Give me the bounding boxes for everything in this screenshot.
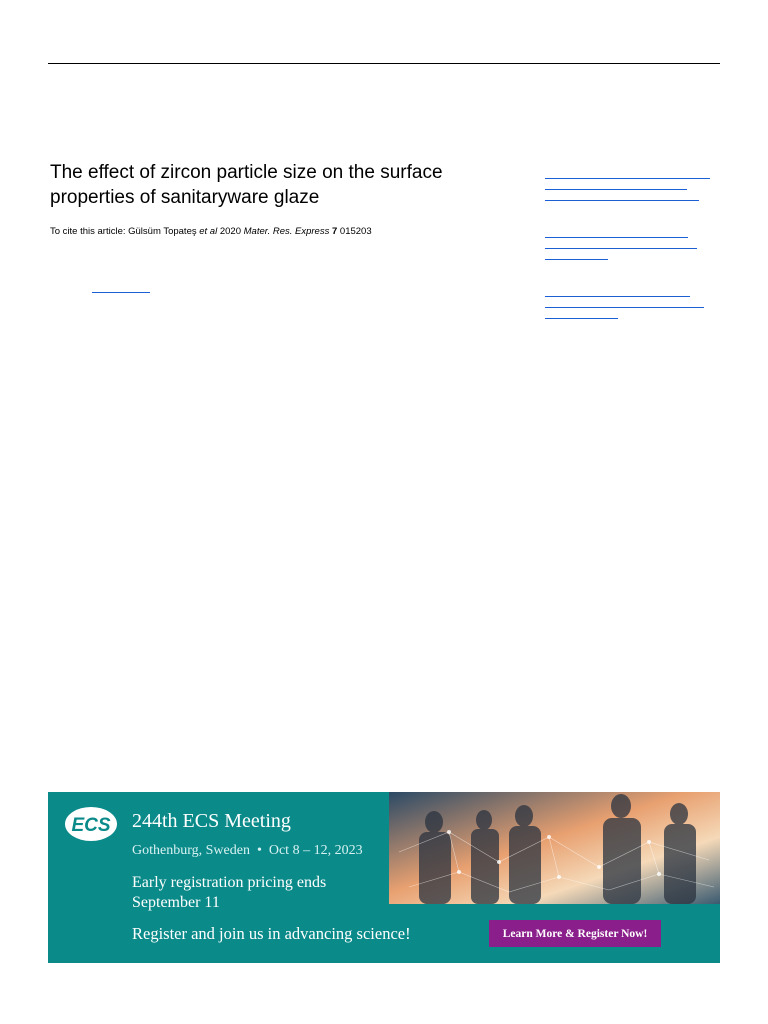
related-link-line[interactable] xyxy=(545,227,688,238)
related-link-line[interactable] xyxy=(545,179,687,190)
citation-journal: Mater. Res. Express xyxy=(243,226,330,237)
meeting-dates: Oct 8 – 12, 2023 xyxy=(268,843,363,858)
related-item[interactable] xyxy=(545,286,715,319)
header-rule xyxy=(48,63,720,64)
register-tagline: Register and join us in advancing science! xyxy=(132,924,411,943)
separator-dot: • xyxy=(256,843,262,858)
meeting-location-dates xyxy=(132,843,363,859)
early-registration-text: Early registration pricing ends September 11 xyxy=(132,874,327,911)
related-link-line[interactable] xyxy=(545,190,699,201)
meeting-location: Gothenburg, Sweden xyxy=(132,843,250,858)
view-article-link[interactable] xyxy=(92,286,150,293)
related-content xyxy=(545,168,715,339)
svg-text:ECS: ECS xyxy=(71,815,111,836)
learn-more-register-button[interactable]: Learn More & Register Now! xyxy=(489,920,661,947)
citation-volume: 7 xyxy=(329,226,338,237)
related-link-line[interactable] xyxy=(545,249,608,260)
conference-people-image xyxy=(389,792,720,904)
related-link-line[interactable] xyxy=(545,286,690,297)
related-link-line[interactable] xyxy=(545,168,710,179)
citation-et-al: et al xyxy=(199,226,218,237)
article-title: The effect of zircon particle size on the surface properties of sanitaryware glaze xyxy=(50,162,443,208)
related-link-line[interactable] xyxy=(545,297,704,308)
meeting-title: 244th ECS Meeting xyxy=(132,810,291,832)
citation-year: 2020 xyxy=(217,226,244,237)
citation-number: 015203 xyxy=(337,226,372,237)
related-link-line[interactable] xyxy=(545,308,618,319)
related-item[interactable] xyxy=(545,168,715,201)
ecs-logo xyxy=(64,806,118,842)
related-link-line[interactable] xyxy=(545,238,697,249)
citation-line xyxy=(50,226,372,238)
citation-prefix: To cite this article: Gülsüm Topateş xyxy=(50,226,200,237)
ecs-meeting-banner[interactable] xyxy=(48,792,720,963)
related-item[interactable] xyxy=(545,227,715,260)
